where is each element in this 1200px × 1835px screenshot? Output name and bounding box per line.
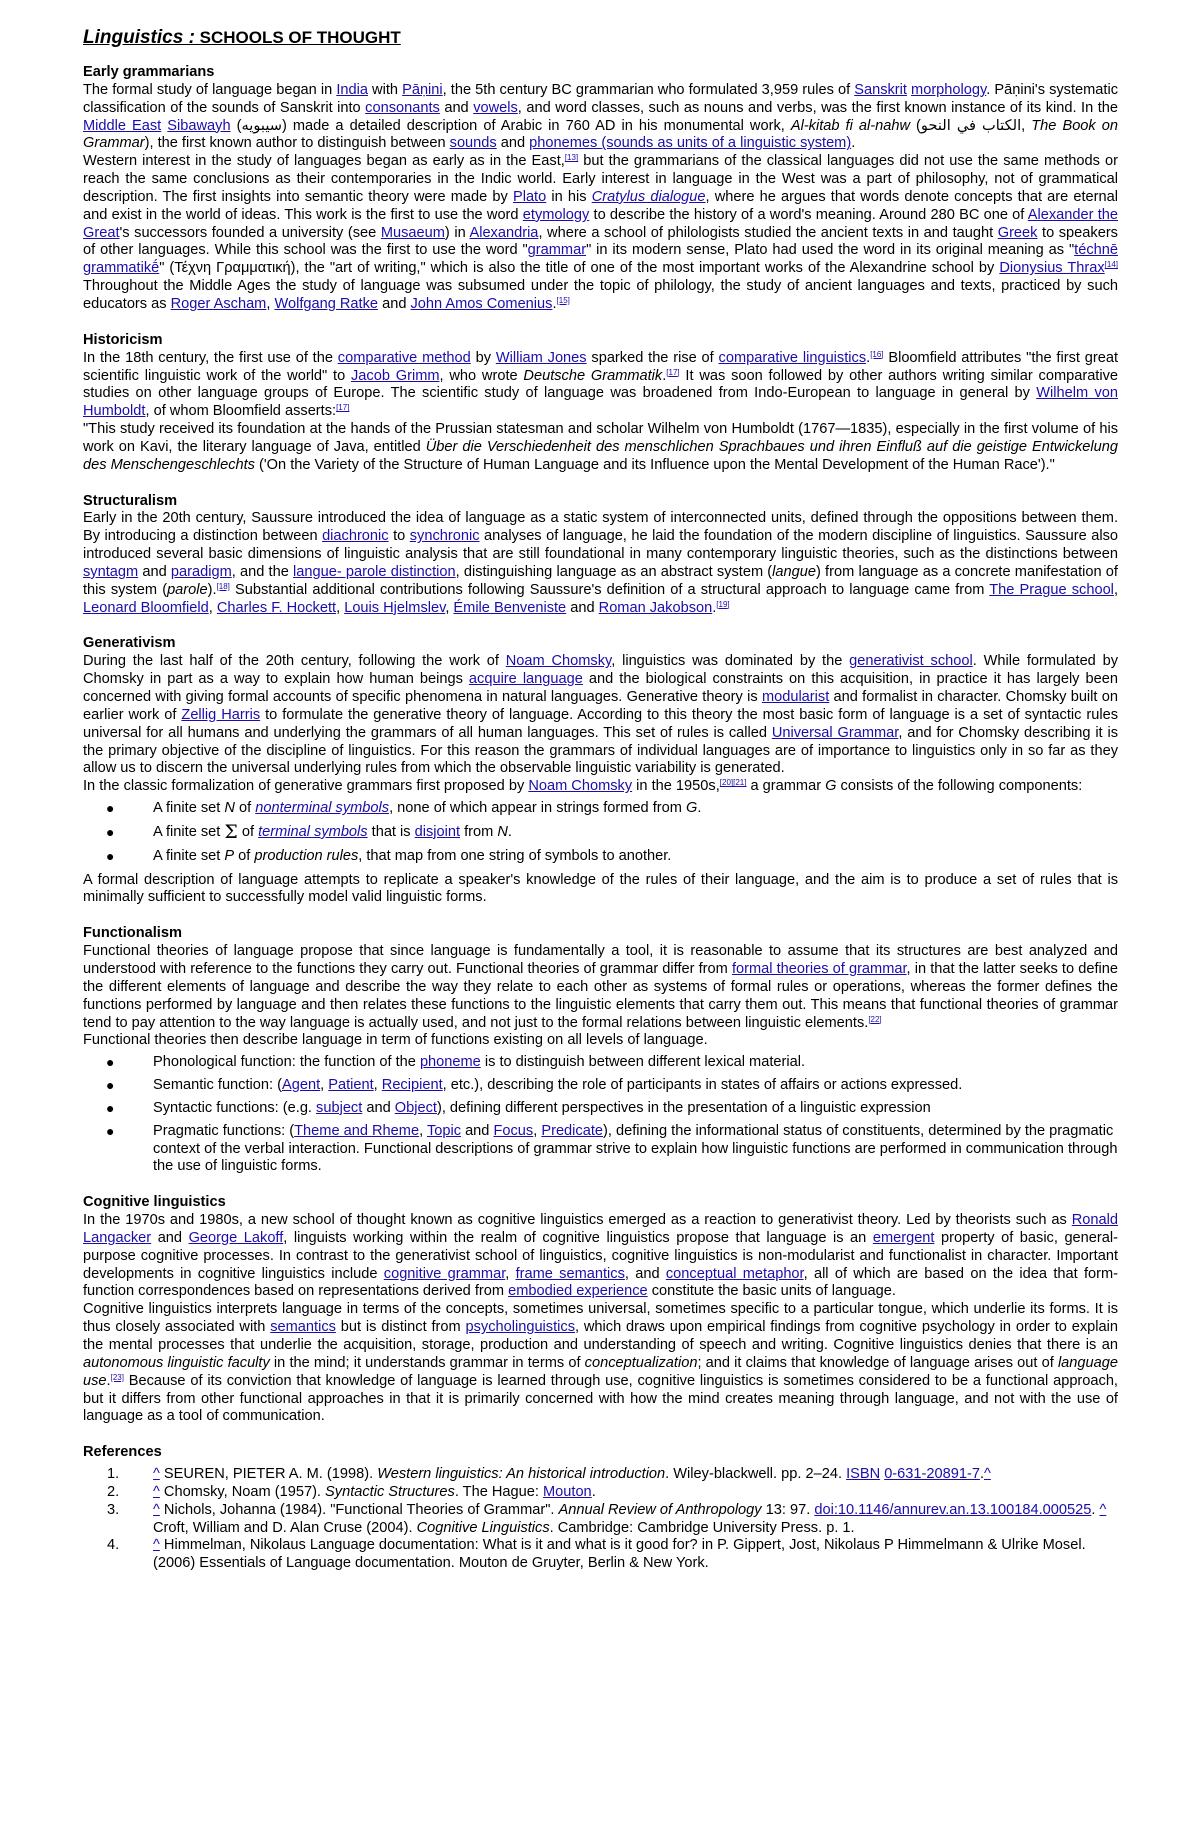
- link-isbn[interactable]: ISBN: [846, 1466, 881, 1483]
- link-phonemes[interactable]: phonemes (sounds as units of a linguistic system): [529, 135, 852, 152]
- link-sanskrit[interactable]: Sanskrit: [854, 81, 907, 98]
- link-noam-chomsky[interactable]: Noam Chomsky: [505, 653, 612, 670]
- link-modularist[interactable]: modularist: [761, 689, 830, 705]
- link-formal-theories[interactable]: formal theories of grammar: [731, 960, 907, 977]
- list-item: ● A finite set Σ of terminal symbols that is disjoint from N.: [106, 820, 512, 843]
- link-mouton[interactable]: Mouton: [543, 1483, 592, 1500]
- link-sibawayh[interactable]: Sibawayh: [167, 117, 231, 134]
- link-middle-east[interactable]: Middle East: [83, 117, 162, 134]
- ref-17[interactable]: [17]: [666, 367, 680, 377]
- backlink-caret[interactable]: ^: [153, 1537, 160, 1554]
- link-langacker[interactable]: Ronald Langacker: [83, 1212, 1118, 1246]
- link-doi[interactable]: doi:10.1146/annurev.an.13.100184.000525: [814, 1501, 1092, 1518]
- link-nonterminal-symbols[interactable]: nonterminal symbols: [255, 800, 390, 817]
- link-prague-school[interactable]: The Prague school: [989, 581, 1114, 598]
- paragraph-functionalism-2: Functional theories then describe language in term of functions existing on all levels of language.: [83, 1032, 708, 1049]
- link-semantics[interactable]: semantics: [270, 1319, 336, 1336]
- ref-17b[interactable]: [17]: [336, 403, 350, 413]
- link-disjoint[interactable]: disjoint: [414, 823, 461, 840]
- heading-functionalism: Functionalism: [83, 925, 182, 942]
- reference-item: 1. ^ SEUREN, PIETER A. M. (1998). Western linguistics: An historical introduction. Wiley-blackwell. pp. 2–24. ISBN 0-631-20891-7.^: [107, 1466, 991, 1483]
- paragraph-cognitive-2: Cognitive linguistics interprets language in terms of the concepts, sometimes universal, sometimes specific to a particular tongue, which underlie its forms. It is thus closely associated with semantics but is distinct from psycholinguistics, which draws upon empirical findings from cognitive psychology in order to explain the mental processes that underlie the acquisition, storage, production and understanding of speech and writing. Cognitive linguistics denies that there is an autonomous linguistic faculty in the mind; it understands grammar in terms of conceptualization; and it claims that knowledge of language arises out of language use.[23] Because of its conviction that knowledge of language is learned through use, cognitive linguistics is sometimes considered to be a functional approach, but it differs from other functional approaches in that it is primarily concerned with how the mind creates meaning through language, and not with the use of language as a tool of communication.: [83, 1301, 1118, 1425]
- link-alexandria[interactable]: Alexandria: [469, 224, 539, 241]
- link-hockett[interactable]: Charles F. Hockett: [216, 599, 337, 616]
- link-william-jones[interactable]: William Jones: [495, 349, 587, 366]
- ref-23[interactable]: [23]: [110, 1372, 124, 1382]
- link-comparative-method[interactable]: comparative method: [337, 349, 471, 366]
- backlink-caret[interactable]: ^: [153, 1501, 160, 1518]
- bullet-icon: ●: [106, 1099, 115, 1116]
- paragraph-generativism-2: In the classic formalization of generative grammars first proposed by Noam Chomsky in the 1950s,[20][21] a grammar G consists of the following components:: [83, 778, 1083, 795]
- link-diachronic[interactable]: diachronic: [322, 528, 389, 545]
- link-terminal-symbols[interactable]: terminal symbols: [258, 823, 368, 840]
- link-isbn-number[interactable]: 0-631-20891-7: [884, 1466, 980, 1483]
- functions-list: [83, 1054, 1118, 1176]
- title-schools: SCHOOLS OF THOUGHT: [194, 28, 401, 47]
- heading-cognitive-linguistics: Cognitive linguistics: [83, 1194, 226, 1211]
- link-recipient[interactable]: Recipient: [381, 1077, 443, 1094]
- link-agent[interactable]: Agent: [281, 1077, 321, 1094]
- link-synchronic[interactable]: synchronic: [409, 528, 480, 545]
- link-jacob-grimm[interactable]: Jacob Grimm: [351, 367, 440, 384]
- link-ratke[interactable]: Wolfgang Ratke: [274, 295, 379, 312]
- link-focus[interactable]: Focus: [493, 1122, 534, 1139]
- heading-generativism: Generativism: [83, 635, 176, 652]
- paragraph-structuralism: Early in the 20th century, Saussure introduced the idea of language as a static system of interconnected units, defined through the oppositions between them. By introducing a distinction between diachronic to synchronic analyses of language, he laid the foundation of the modern discipline of linguistics. Saussure also introduced several basic dimensions of linguistic analysis that are still foundational in many contemporary linguistic theories, such as the distinctions between syntagm and paradigm, and the langue- parole distinction, distinguishing language as an abstract system (langue) from language as a concrete manifestation of this system (parole).[18] Substantial additional contributions following Saussure's definition of a structural approach to language came from The Prague school, Leonard Bloomfield, Charles F. Hockett, Louis Hjelmslev, Émile Benveniste and Roman Jakobson.[19]: [83, 510, 1118, 616]
- heading-references: References: [83, 1444, 162, 1461]
- link-cratylus[interactable]: Cratylus dialogue: [591, 188, 706, 205]
- list-item: ● A finite set P of production rules, that map from one string of symbols to another.: [106, 847, 672, 864]
- link-alexander[interactable]: Alexander the Great: [83, 206, 1119, 241]
- paragraph-historicism-quote: "This study received its foundation at the hands of the Prussian statesman and scholar Wilhelm von Humboldt (1767—1835), especially in the first volume of his work on Kavi, the literary language of Java, entitled Über die Verschiedenheit des menschlichen Sprachbaues und ihren Einfluß auf die geistige Entwickelung des Menschengeschlechts ('On the Variety of the Structure of Human Language and its Influence upon the Mental Development of the Human Race').": [83, 421, 1118, 473]
- ref-13[interactable]: [13]: [564, 153, 579, 163]
- link-bloomfield[interactable]: Leonard Bloomfield: [83, 599, 209, 616]
- link-topic[interactable]: Topic: [426, 1122, 462, 1139]
- link-vowels[interactable]: vowels: [473, 99, 518, 116]
- link-predicate[interactable]: Predicate: [541, 1122, 603, 1139]
- link-musaeum[interactable]: Musaeum: [380, 224, 445, 241]
- bullet-icon: ●: [106, 1054, 115, 1071]
- heading-historicism: Historicism: [83, 331, 163, 348]
- link-universal-grammar[interactable]: Universal Grammar: [771, 724, 899, 741]
- backlink-caret[interactable]: ^: [153, 1483, 160, 1500]
- link-etymology[interactable]: etymology: [522, 206, 590, 223]
- backlink-caret[interactable]: ^: [984, 1466, 991, 1483]
- reference-item: 4. ^ Himmelman, Nikolaus Language documentation: What is it and what is it good for? in P. Gippert, Jost, Nikolaus P Himmelmann & Ulrike Mosel. (2006) Essentials of Language documentation. Mouton de Gruyter, Berlin & New York.: [107, 1537, 1086, 1572]
- title-linguistics: Linguistics :: [83, 27, 195, 48]
- link-comparative-linguistics[interactable]: comparative linguistics: [718, 349, 867, 366]
- link-conceptual-metaphor[interactable]: conceptual metaphor: [665, 1265, 804, 1282]
- link-langue-parole[interactable]: langue- parole distinction: [293, 563, 456, 580]
- link-frame-semantics[interactable]: frame semantics: [515, 1265, 625, 1282]
- link-techne[interactable]: téchnē grammatikḗ: [83, 242, 1118, 277]
- link-grammar[interactable]: grammar: [527, 242, 587, 259]
- paragraph-functionalism-1: Functional theories of language propose that since language is fundamentally a tool, it is reasonable to assume that its structures are best analyzed and understood with reference to the functions they carry out. Functional theories of grammar differ from formal theories of grammar, in that the latter seeks to define the different elements of language and describe the way they relate to each other as systems of formal rules or operations, whereas the former defines the functions performed by language and then relates these functions to the linguistic elements that carry them out. This means that functional theories of grammar tend to pay attention to the way language is actually used, and not just to the formal relations between linguistic elements.[22]: [83, 943, 1118, 1031]
- bullet-icon: ●: [106, 1122, 115, 1139]
- link-sounds[interactable]: sounds: [449, 135, 497, 152]
- link-syntagm[interactable]: syntagm: [83, 563, 139, 580]
- document-page: [83, 26, 1118, 1573]
- link-humboldt[interactable]: Wilhelm von Humboldt: [83, 385, 1118, 420]
- link-patient[interactable]: Patient: [328, 1077, 374, 1094]
- heading-early-grammarians: Early grammarians: [83, 64, 215, 80]
- paragraph-early-1: The formal study of language began in India with Pāṇini, the 5th century BC grammarian who formulated 3,959 rules of Sanskrit morphology. Pāṇini's systematic classification of the sounds of Sanskrit into consonants and vowels, and word classes, such as nouns and verbs, was the first known instance of its kind. In the Middle East Sibawayh (سیبویه) made a detailed description of Arabic in 760 AD in his monumental work, Al-kitab fi al-nahw (الكتاب في النحو, The Book on Grammar), the first known author to distinguish between sounds and phonemes (sounds as units of a linguistic system).: [83, 81, 1119, 152]
- ref-16[interactable]: [16]: [870, 349, 884, 359]
- link-panini[interactable]: Pāṇini: [402, 81, 443, 98]
- backlink-caret[interactable]: ^: [1099, 1501, 1107, 1518]
- link-benveniste[interactable]: Émile Benveniste: [453, 599, 567, 616]
- link-psycholinguistics[interactable]: psycholinguistics: [465, 1319, 575, 1336]
- ref-14[interactable]: [14]: [1104, 260, 1119, 270]
- paragraph-early-2: Western interest in the study of languages began as early as in the East,[13] but the grammarians of the classical languages did not use the same methods or reach the same conclusions as their contemporaries in the Indic world. Early interest in language in the West was a part of philosophy, not of grammatical description. The first insights into semantic theory were made by Plato in his Cratylus dialogue, where he argues that words denote concepts that are eternal and exist in the world of ideas. This work is the first to use the word etymology to describe the history of a word's meaning. Around 280 BC one of Alexander the Great's successors founded a university (see Musaeum) in Alexandria, where a school of philologists studied the ancient texts in and taught Greek to speakers of other languages. While this school was the first to use the word "grammar" in its modern sense, Plato had used the word in its original meaning as "téchnē grammatikḗ" (Τέχνη Γραμματική), the "art of writing," which is also the title of one of the most important works of the Alexandrine school by Dionysius Thrax[14] Throughout the Middle Ages the study of language was subsumed under the topic of philology, the study of ancient languages and texts, practiced by such educators as Roger Ascham, Wolfgang Ratke and John Amos Comenius.[15]: [83, 153, 1119, 312]
- link-theme-rheme[interactable]: Theme and Rheme: [294, 1122, 420, 1139]
- ref-18[interactable]: [18]: [216, 581, 230, 591]
- link-hjelmslev[interactable]: Louis Hjelmslev: [344, 599, 446, 616]
- ref-22[interactable]: [22]: [868, 1014, 882, 1024]
- link-comenius[interactable]: John Amos Comenius: [410, 295, 553, 312]
- link-jakobson[interactable]: Roman Jakobson: [598, 599, 713, 616]
- paragraph-generativism-1: During the last half of the 20th century, following the work of Noam Chomsky, linguistics was dominated by the generativist school. While formulated by Chomsky in part as a way to explain how human beings acquire language and the biological constraints on this acquisition, in practice it has largely been concerned with giving formal accounts of specific phenomena in natural languages. Generative theory is modularist and formalist in character. Chomsky built on earlier work of Zellig Harris to formulate the generative theory of language. According to this theory the most basic form of language is a set of syntactic rules universal for all humans and underlying the grammars of all human languages. This set of rules is called Universal Grammar, and for Chomsky describing it is the primary objective of the discipline of linguistics. For this reason the grammars of individual languages are of importance to linguistics only in so far as they allow us to discern the universal underlying rules from which the observable linguistic variability is generated.: [83, 653, 1119, 777]
- link-acquire-language[interactable]: acquire language: [468, 671, 583, 688]
- ref-15[interactable]: [15]: [556, 295, 570, 305]
- link-india[interactable]: India: [336, 81, 368, 98]
- link-dionysius[interactable]: Dionysius Thrax: [999, 260, 1105, 277]
- link-generativist-school[interactable]: generativist school: [849, 653, 973, 670]
- link-greek[interactable]: Greek: [997, 224, 1038, 241]
- paragraph-generativism-3: A formal description of language attempts to replicate a speaker's knowledge of the rules of their language, and the aim is to produce a set of rules that is minimally sufficient to successfully model valid linguistic forms.: [83, 871, 1118, 906]
- bullet-icon: ●: [106, 1077, 115, 1094]
- grammar-components-list: [83, 800, 1118, 866]
- link-noam-chomsky-2[interactable]: Noam Chomsky: [528, 778, 633, 795]
- link-ascham[interactable]: Roger Ascham: [170, 295, 267, 312]
- ref-20-21[interactable]: [20][21]: [719, 778, 747, 788]
- reference-item: 2. ^ Chomsky, Noam (1957). Syntactic Structures. The Hague: Mouton.: [107, 1483, 596, 1500]
- link-phoneme[interactable]: phoneme: [419, 1054, 481, 1071]
- list-item: ● A finite set N of nonterminal symbols, none of which appear in strings formed from G.: [106, 800, 702, 817]
- bullet-icon: ●: [106, 800, 115, 817]
- list-item: ● Phonological function: the function of the phoneme is to distinguish between different lexical material.: [106, 1054, 806, 1071]
- heading-structuralism: Structuralism: [83, 492, 178, 509]
- ref-19[interactable]: [19]: [716, 599, 730, 609]
- link-morphology[interactable]: morphology: [911, 81, 987, 98]
- bullet-icon: ●: [106, 823, 115, 840]
- link-paradigm[interactable]: paradigm: [170, 563, 232, 580]
- link-plato[interactable]: Plato: [512, 188, 547, 205]
- list-item: ● Pragmatic functions: (Theme and Rheme, Topic and Focus, Predicate), defining the informational status of constituents, determined by the pragmatic context of the verbal interaction. Functional descriptions of grammar strive to explain how linguistic functions are performed in communication through the use of linguistic forms.: [106, 1122, 1118, 1175]
- link-consonants[interactable]: consonants: [365, 99, 440, 116]
- page-title: [83, 26, 1118, 50]
- references-list: [83, 1466, 1118, 1573]
- link-subject[interactable]: subject: [316, 1099, 363, 1116]
- link-object[interactable]: Object: [394, 1099, 437, 1116]
- bullet-icon: ●: [106, 847, 115, 864]
- list-item: ● Semantic function: (Agent, Patient, Recipient, etc.), describing the role of participants in states of affairs or actions expressed.: [106, 1077, 963, 1094]
- link-embodied-experience[interactable]: embodied experience: [508, 1283, 648, 1300]
- link-emergent[interactable]: emergent: [872, 1229, 935, 1246]
- reference-item: 3. ^ Nichols, Johanna (1984). "Functional Theories of Grammar". Annual Review of Anthropology 13: 97. doi:10.1146/annurev.an.13.100184.000525. ^ Croft, William and D. Alan Cruse (2004). Cognitive Linguistics. Cambridge: Cambridge University Press. p. 1.: [107, 1501, 1107, 1536]
- backlink-caret[interactable]: ^: [153, 1466, 160, 1483]
- link-zellig-harris[interactable]: Zellig Harris: [181, 706, 261, 723]
- link-cognitive-grammar[interactable]: cognitive grammar: [383, 1265, 506, 1282]
- paragraph-historicism-1: In the 18th century, the first use of the comparative method by William Jones sparked the rise of comparative linguistics.[16] Bloomfield attributes "the first great scientific linguistic work of the world" to Jacob Grimm, who wrote Deutsche Grammatik.[17] It was soon followed by other authors writing similar comparative studies on other language groups of Europe. The scientific study of language was broadened from Indo-European to language in general by Wilhelm von Humboldt, of whom Bloomfield asserts:[17]: [83, 349, 1119, 420]
- list-item: ● Syntactic functions: (e.g. subject and Object), defining different perspectives in the presentation of a linguistic expression: [106, 1099, 931, 1116]
- paragraph-cognitive-1: In the 1970s and 1980s, a new school of thought known as cognitive linguistics emerged as a reaction to generativist theory. Led by theorists such as Ronald Langacker and George Lakoff, linguists working within the realm of cognitive linguistics propose that language is an emergent property of basic, general-purpose cognitive processes. In contrast to the generativist school of linguistics, cognitive linguistics is non-modularist and functionalist in character. Important developments in cognitive linguistics include cognitive grammar, frame semantics, and conceptual metaphor, all of which are based on the idea that form-function correspondences based on representations derived from embodied experience constitute the basic units of language.: [83, 1212, 1118, 1300]
- link-lakoff[interactable]: George Lakoff: [188, 1229, 284, 1246]
